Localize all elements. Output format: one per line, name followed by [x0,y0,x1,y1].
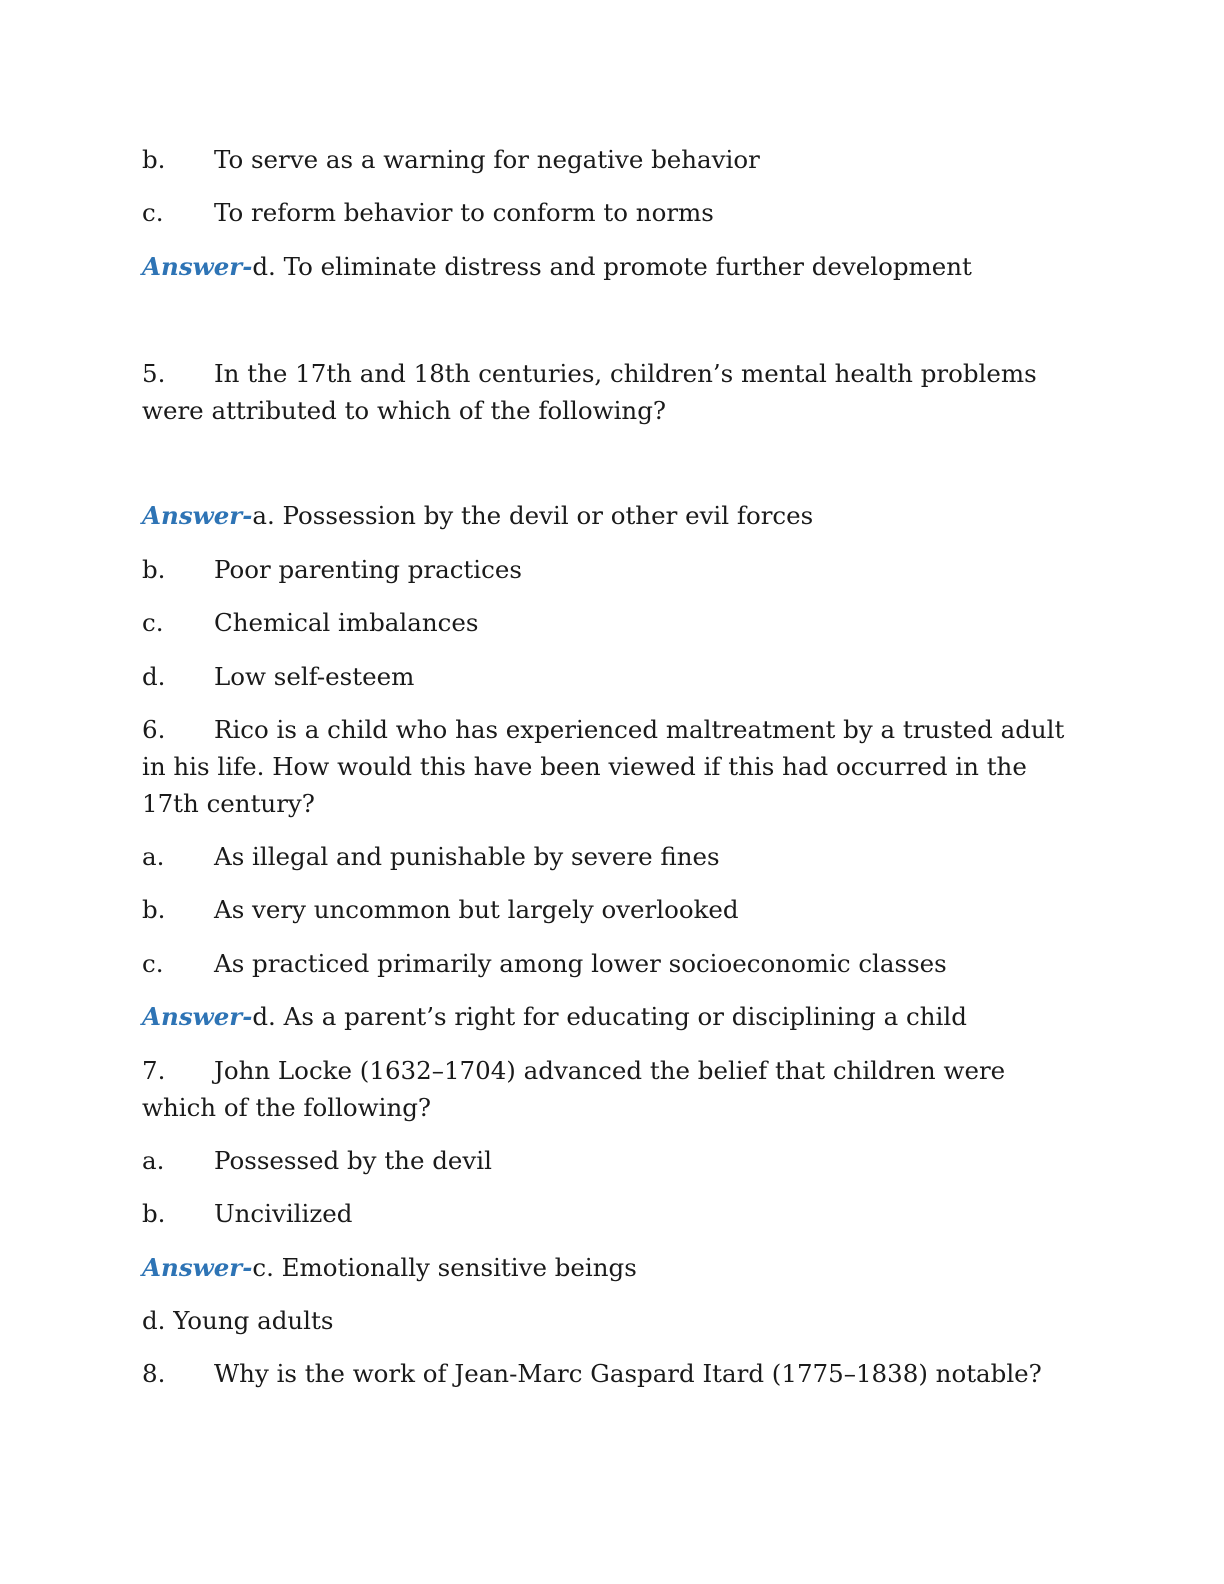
option-marker: c. [142,608,164,637]
option-text: As practiced primarily among lower socioeconomic classes [214,949,947,978]
question-line [142,711,1072,822]
answer-line [142,1249,637,1286]
option-line [142,891,739,928]
answer-text: a. Possession by the devil or other evil forces [252,501,814,530]
option-marker: a. [142,842,165,871]
option-text: To reform behavior to conform to norms [214,198,714,227]
option-text: To serve as a warning for negative behavior [214,145,760,174]
answer-label: Answer- [142,252,253,281]
question-text: Why is the work of Jean-Marc Gaspard Itard (1775–1838) notable? [214,1359,1042,1388]
answer-line [142,497,813,534]
question-line [142,1052,1072,1126]
option-text: d. Young adults [142,1306,334,1335]
option-line [142,551,522,588]
option-marker: c. [142,198,164,227]
question-line [142,1355,1042,1392]
option-marker: b. [142,145,166,174]
option-text: Low self-esteem [214,662,415,691]
option-line [142,658,414,695]
option-line [142,1142,492,1179]
question-text: Rico is a child who has experienced maltreatment by a trusted adult in his life. How would this have been viewed if this had occurred in the 17th century? [142,715,1065,818]
answer-label: Answer- [142,1002,253,1031]
answer-line [142,248,972,285]
option-line [142,838,720,875]
question-line [142,355,1072,429]
option-line [142,1195,352,1232]
option-line [142,194,714,231]
option-line [142,141,760,178]
question-text: John Locke (1632–1704) advanced the belief that children were which of the following? [142,1056,1006,1122]
option-line [142,945,947,982]
option-marker: b. [142,895,166,924]
option-text: As illegal and punishable by severe fines [214,842,720,871]
option-marker: a. [142,1146,165,1175]
option-line [142,604,478,641]
option-line [142,1302,333,1339]
answer-text: d. To eliminate distress and promote further development [252,252,972,281]
option-text: Poor parenting practices [214,555,522,584]
question-number: 6. [142,715,166,744]
question-number: 8. [142,1359,166,1388]
option-marker: d. [142,662,166,691]
answer-text: c. Emotionally sensitive beings [252,1253,637,1282]
option-marker: b. [142,555,166,584]
option-text: Uncivilized [214,1199,353,1228]
answer-line [142,998,967,1035]
question-number: 7. [142,1056,166,1085]
option-text: Chemical imbalances [214,608,479,637]
question-number: 5. [142,359,166,388]
option-text: Possessed by the devil [214,1146,492,1175]
answer-label: Answer- [142,501,253,530]
option-marker: b. [142,1199,166,1228]
option-marker: c. [142,949,164,978]
question-text: In the 17th and 18th centuries, children’s mental health problems were attributed to which of the following? [142,359,1037,425]
answer-label: Answer- [142,1253,253,1282]
answer-text: d. As a parent’s right for educating or disciplining a child [252,1002,967,1031]
option-text: As very uncommon but largely overlooked [214,895,739,924]
